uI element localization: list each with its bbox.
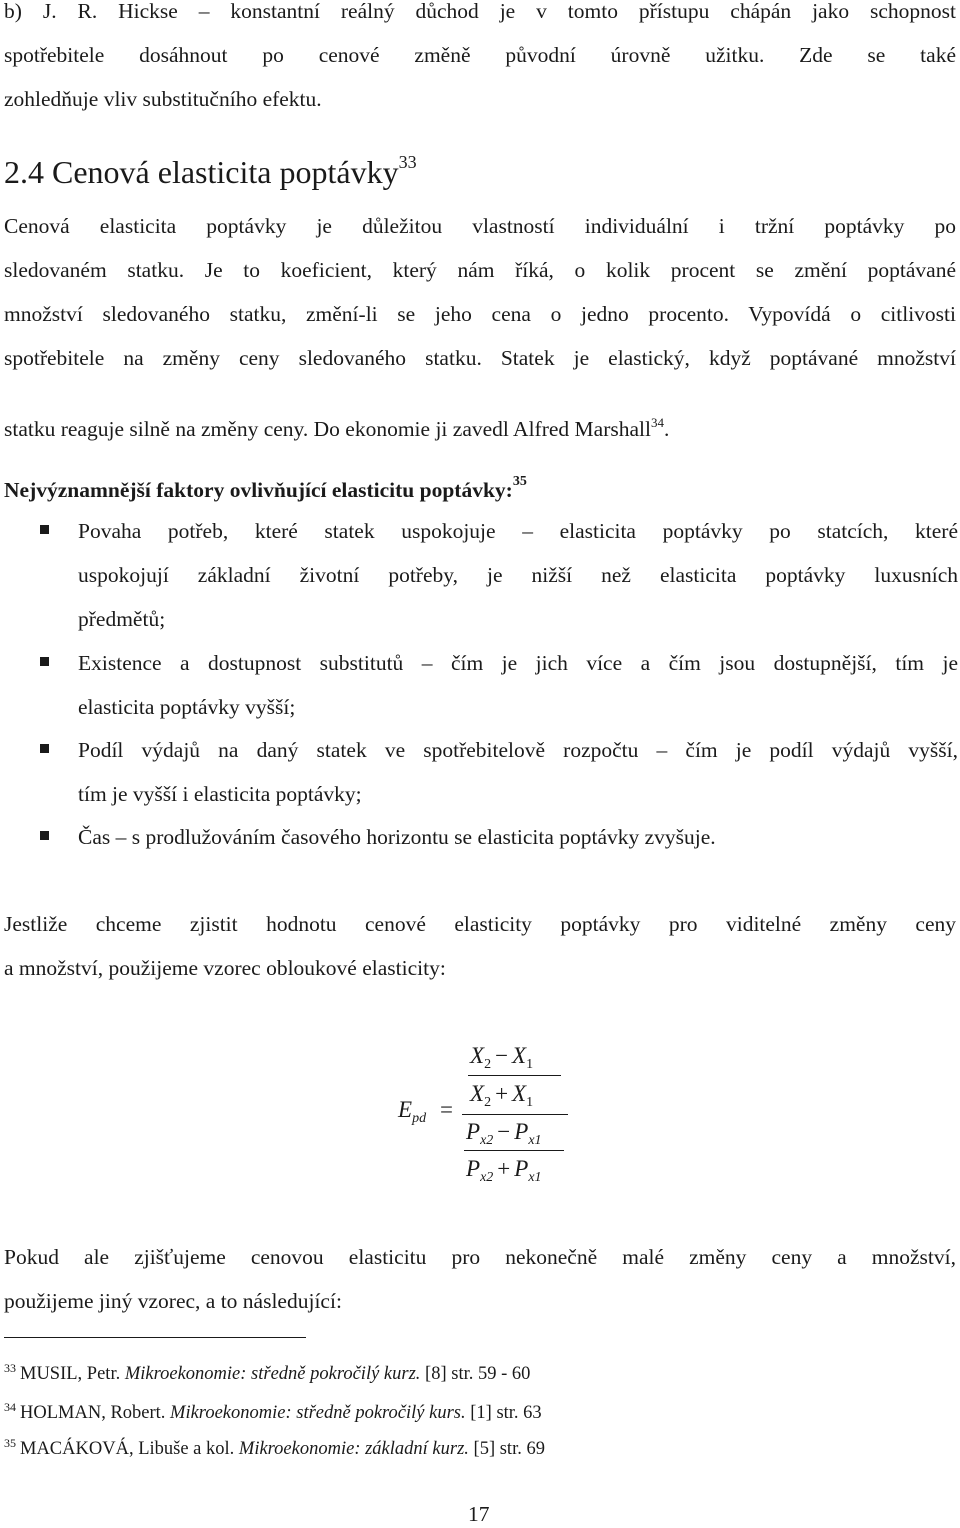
period: . bbox=[663, 417, 670, 441]
paragraph-line: a množství, použijeme vzorec obloukové elasticity: bbox=[4, 956, 446, 980]
list-item-line: Povaha potřeb, které statek uspokojuje – elasticita poptávky po statcích, které bbox=[78, 519, 958, 543]
list-item-line: tím je vyšší i elasticita poptávky; bbox=[78, 782, 362, 806]
list-item-line: elasticita poptávky vyšší; bbox=[78, 695, 296, 719]
bullet-square-icon bbox=[40, 744, 49, 753]
paragraph-line: Jestliže chceme zjistit hodnotu cenové elasticity poptávky pro viditelné změny ceny bbox=[4, 912, 956, 936]
paragraph-line bbox=[4, 414, 669, 444]
footnote: $^{33}$ MUSIL, Petr. Mikroekonomie: středně pokročilý kurz. [8] str. 59 - 60 bbox=[4, 1361, 531, 1384]
paragraph-line: spotřebitele dosáhnout po cenové změně původní úrovně užitku. Zde se také bbox=[4, 43, 956, 67]
paragraph-line: b) J. R. Hickse – konstantní reálný důchod je v tomto přístupu chápán jako schopnost bbox=[4, 0, 956, 23]
factors-heading bbox=[4, 475, 527, 505]
list-item-line: Existence a dostupnost substitutů – čím je jich více a čím jsou dostupnější, tím je bbox=[78, 651, 958, 675]
formula-numerator-top: $X_2 - X_1$ bbox=[470, 1043, 534, 1072]
paragraph-line: použijeme jiný vzorec, a to následující: bbox=[4, 1289, 342, 1313]
footnote: $^{35}$ MACÁKOVÁ, Libuše a kol. Mikroekonomie: základní kurz. [5] str. 69 bbox=[4, 1436, 545, 1459]
list-item-line: předmětů; bbox=[78, 607, 166, 631]
paragraph-line: sledovaném statku. Je to koeficient, který nám říká, o kolik procent se změní poptávané bbox=[4, 258, 956, 282]
paragraph-line: spotřebitele na změny ceny sledovaného statku. Statek je elastický, když poptávané množství bbox=[4, 346, 956, 370]
footnote-ref: 34 bbox=[650, 415, 664, 430]
footnote-ref: 33 bbox=[398, 152, 417, 172]
bullet-square-icon bbox=[40, 657, 49, 666]
factors-heading-text: Nejvýznamnější faktory ovlivňující elasticitu poptávky: bbox=[4, 478, 513, 502]
bullet-square-icon bbox=[40, 525, 49, 534]
formula-denominator-top: $P_{x2} - P_{x1}$ bbox=[466, 1119, 542, 1148]
list-item-line: uspokojují základní životní potřeby, je nižší než elasticita poptávky luxusních bbox=[78, 563, 958, 587]
paragraph-line: Pokud ale zjišťujeme cenovou elasticitu pro nekonečně malé změny ceny a množství, bbox=[4, 1245, 956, 1269]
paragraph-line: množství sledovaného statku, změní-li se jeho cena o jedno procento. Vypovídá o citlivosti bbox=[4, 302, 956, 326]
list-item-line: Podíl výdajů na daný statek ve spotřebitelově rozpočtu – čím je podíl výdajů vyšší, bbox=[78, 738, 958, 762]
section-title-text: 2.4 Cenová elasticita poptávky bbox=[4, 154, 399, 190]
page-number: 17 bbox=[468, 1502, 490, 1526]
formula-equals: = bbox=[440, 1097, 453, 1122]
bullet-square-icon bbox=[40, 831, 49, 840]
footnote: $^{34}$ HOLMAN, Robert. Mikroekonomie: středně pokročilý kurs. [1] str. 63 bbox=[4, 1400, 542, 1423]
formula-numerator-bottom: $X_2 + X_1$ bbox=[470, 1081, 534, 1110]
paragraph-line: zohledňuje vliv substitučního efektu. bbox=[4, 87, 322, 111]
footnote-separator bbox=[4, 1337, 306, 1338]
main-fraction-bar bbox=[462, 1114, 568, 1115]
formula-lhs: $E_{pd}$ bbox=[398, 1097, 427, 1126]
section-title bbox=[4, 152, 417, 192]
paragraph-text: statku reaguje silně na změny ceny. Do ekonomie ji zavedl Alfred Marshall bbox=[4, 417, 651, 441]
formula-denominator-bottom: $P_{x2} + P_{x1}$ bbox=[466, 1156, 542, 1185]
fraction-bar bbox=[468, 1075, 561, 1076]
footnote-ref: 35 bbox=[512, 474, 527, 489]
fraction-bar bbox=[464, 1150, 564, 1151]
paragraph-line: Cenová elasticita poptávky je důležitou vlastností individuální i tržní poptávky po bbox=[4, 214, 956, 238]
arc-elasticity-formula bbox=[398, 1040, 568, 1190]
list-item-line: Čas – s prodlužováním časového horizontu se elasticita poptávky zvyšuje. bbox=[78, 825, 716, 849]
